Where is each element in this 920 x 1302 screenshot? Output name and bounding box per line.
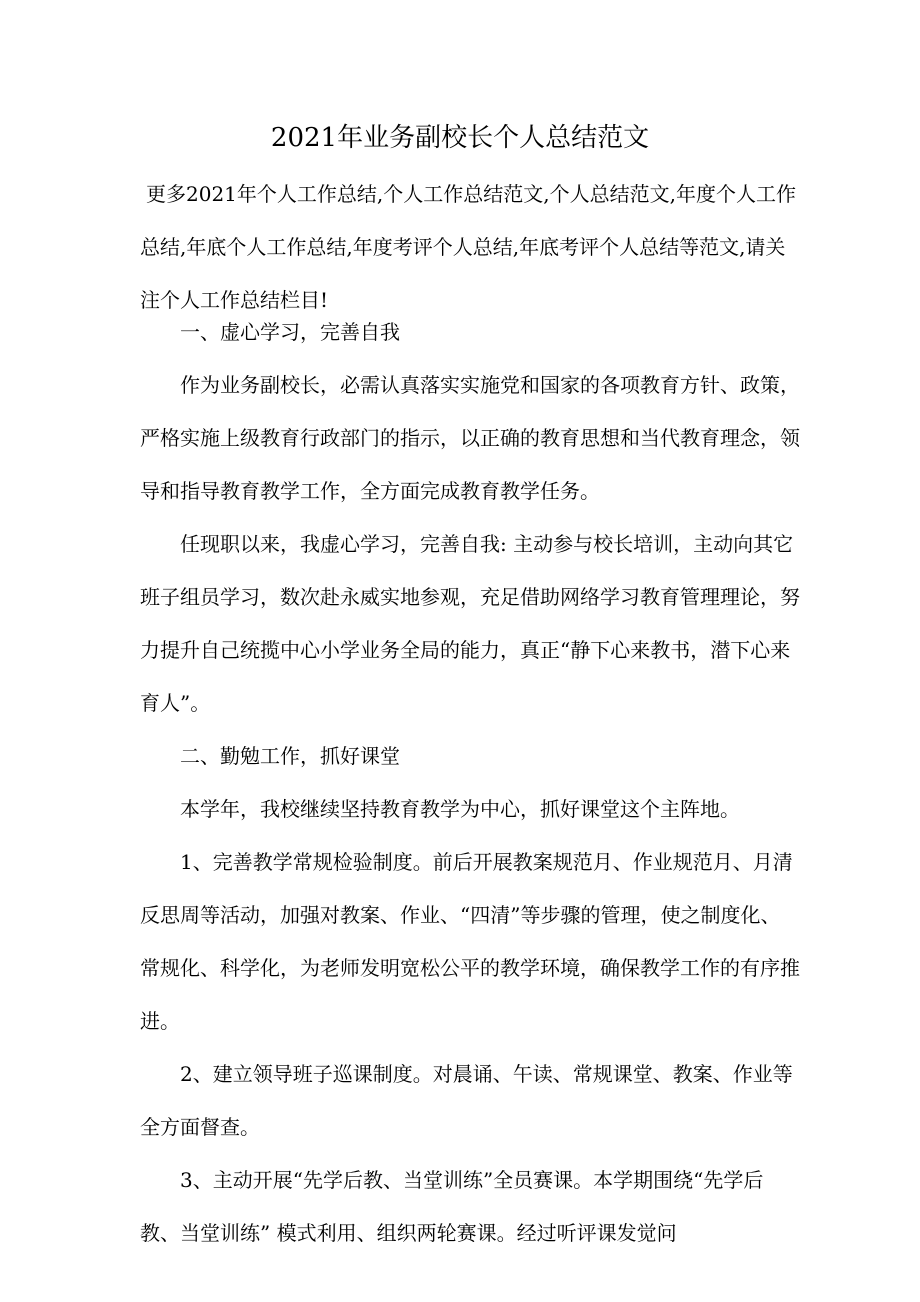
intro-text: 更多2021年个人工作总结,个人工作总结范文,个人总结范文,年度个人工作总结,年底个人工作总结,年度考评个人总结,年底考评个人总结等范文,请关注个人工作总结栏目! <box>140 182 796 312</box>
section-heading-1: 一、虚心学习，完善自我 <box>180 320 400 344</box>
document-body <box>140 306 800 1260</box>
paragraph: 本学年，我校继续坚持教育教学为中心，抓好课堂这个主阵地。 <box>180 797 740 821</box>
paragraph: 任现职以来，我虚心学习，完善自我: 主动参与校长培训，主动向其它班子组员学习，数次赴永威实地参观，充足借助网络学习教育管理理论，努力提升自己统揽中心小学业务全局的能力，真正“静下心来教书，潜下心来育人”。 <box>140 532 800 715</box>
section-heading-2: 二、勤勉工作，抓好课堂 <box>180 744 400 768</box>
paragraph: 作为业务副校长，必需认真落实实施党和国家的各项教育方针、政策，严格实施上级教育行政部门的指示，以正确的教育思想和当代教育理念，领导和指导教育教学工作，全方面完成教育教学任务。 <box>140 373 800 503</box>
paragraph: 3、主动开展“先学后教、当堂训练”全员赛课。本学期围绕“先学后教、当堂训练” 模式利用、组织两轮赛课。经过听评课发觉问 <box>140 1168 764 1245</box>
document-title: 2021年业务副校长个人总结范文 <box>270 123 650 153</box>
intro-paragraph <box>140 168 800 327</box>
paragraph: 2、建立领导班子巡课制度。对晨诵、午读、常规课堂、教案、作业等全方面督查。 <box>140 1062 793 1139</box>
paragraph: 1、完善教学常规检验制度。前后开展教案规范月、作业规范月、月清反思周等活动，加强对教案、作业、“四清”等步骤的管理，使之制度化、常规化、科学化，为老师发明宽松公平的教学环境，确保教学工作的有序推进。 <box>140 850 800 1033</box>
